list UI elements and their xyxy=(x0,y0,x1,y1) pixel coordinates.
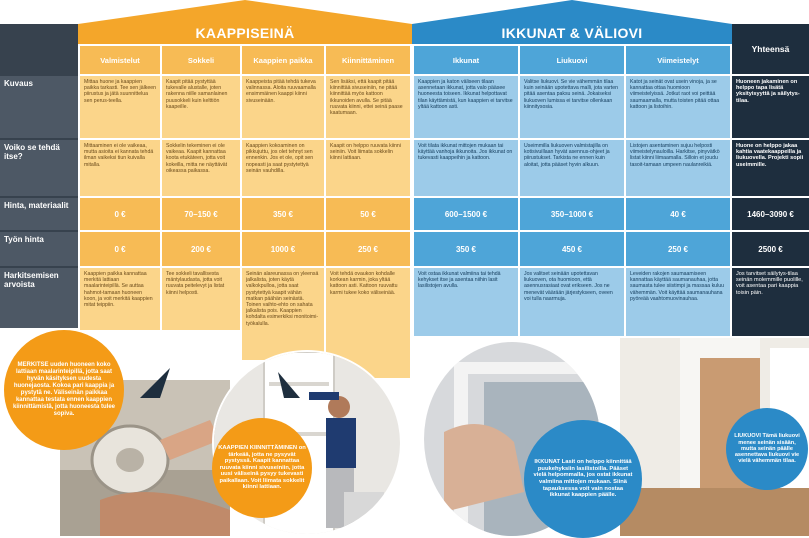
kaappien-callout xyxy=(212,418,312,518)
tyo-sokkeli: 200 € xyxy=(162,232,240,266)
voiko-yhteensa: Huone on helppo jakaa kahtia vaatekaappeilla ja liukuovella. Projekti sopii useimmille. xyxy=(732,140,809,196)
harkitse-kaappien-paikka: Seinän alareunassa on yleensä jalkalista, joten käytä valkokpulloa, jotta saat pystytettyä kaapit vähän matkan päähän seinästä. Toinen vaihto-ehto on sahata jalkalista pois. Kaappien kohdalta esimerkiksi monitoimi-työkalulla. xyxy=(242,268,324,360)
col-kaappien-paikka: Kaappien paikka xyxy=(242,46,324,74)
yhteensa-header: Yhteensä xyxy=(732,24,809,74)
kuvaus-kaappien-paikka: Kaappeista pitää tehdä tukeva valinnassa. Aloita ruuvaamalla ensimmäinen kaappi kiinni sivuseinään. xyxy=(242,76,324,138)
row-label-voiko: Voiko se tehdä itse? xyxy=(0,140,78,196)
harkitse-valmistelut: Kaappien paikka kannattaa merkitä lattiaan maalarinteipillä. Se auttaa hahmot-tamaan huoneen koon, ja voit merkitä kaappien mitat teippiin. xyxy=(80,268,160,330)
ikkunat-text: IKKUNAT Lasit on helppo kiinnittää puukehyksiin lasilistoilla. Pääset vielä helpommalla, jos ostat ikkunat valmiina mittojen mukaan. Siinä tapauksessa voit vain nostaa ikkunat kaappien päälle. xyxy=(533,459,633,499)
col-kiinnittaminen: Kiinnittäminen xyxy=(326,46,410,74)
kuvaus-valmistelut: Mittaa huone ja kaappien paikka tarkasti. Tee sen jälkeen piirustus ja jätä suunnittelua sen perus-teella. xyxy=(80,76,160,138)
tyo-kaappien-paikka: 1000 € xyxy=(242,232,324,266)
liukuovi-callout xyxy=(726,408,808,490)
kuvaus-viimeistelyt: Katot ja seinät ovat usein vinoja, ja se kannattaa ottaa huomioon viimeistelyissä. Jotkut raot voi peittää saumaamalla, mutta toisten pitää ottaa kattoon ja listoihin. xyxy=(626,76,730,138)
voiko-ikkunat: Voit tilata ikkunat mittojen mukaan tai käyttää vanhoja ikkunoita. Jos ikkunat on tukevasti kaappeihin ja kattoon. xyxy=(414,140,518,196)
harkitse-sokkeli: Tee sokkeli tavallisesta mäntylaudasta, jotta voit ruuvata peitelevyt ja listat kiinni helposti. xyxy=(162,268,240,330)
kaappien-pointer xyxy=(278,372,300,398)
merkitse-text: MERKITSE uuden huoneen koko lattiaan maalarinteipillä, jotta saat hyvän käsityksen uudesta huonejaosta. Kokoa pari kaappia ja pystytä ne. Väliseinän paikkaa kannattaa testata ennen kaappien kiinnittämistä, jotta huoneesta tulee sopiva. xyxy=(12,362,116,417)
row-label-kuvaus: Kuvaus xyxy=(0,76,78,138)
kuvaus-liukuovi: Valitse liukuovi. Se vie vähemmän tilaa kuin seinään upotettava malli, jota varten pitää asentaa paksu seinä. Jokaiseksi liukuoven lumissa ei tarvitse ollenkaan kiinnitysosia. xyxy=(520,76,624,138)
tyo-ikkunat: 350 € xyxy=(414,232,518,266)
voiko-valmistelut: Mittaaminen ei ole vaikeaa, mutta asioita ei kannata tehdä ilman vaikeksi tiun kuivalla mitalla. xyxy=(80,140,160,196)
row-label-hinta: Hinta, materiaalit xyxy=(0,198,78,230)
hinta-ikkunat: 600–1500 € xyxy=(414,198,518,230)
ikkunat-title: IKKUNAT & VÄLIOVI xyxy=(501,25,643,41)
col-viimeistelyt: Viimeistelyt xyxy=(626,46,730,74)
ikkunat-callout xyxy=(524,420,642,538)
kuvaus-kiinnittaminen: Sen lisäksi, että kaapit pitää kiinnittää sivuseiniin, ne pitää kiinnittää myös kattoon ikkunoiden avulla. Se pitää ruuvata kiinni, ettei seinä paase kaatumaan. xyxy=(326,76,410,138)
kuvaus-sokkeli: Kaapit pitää pystyttää tukevalle alustalle, joten rakenna niille samanlainen puusokkeli kuin kelttiön kaapeille. xyxy=(162,76,240,138)
kaappiseina-title: KAAPPISEINÄ xyxy=(195,25,295,41)
tyo-kiinnittaminen: 250 € xyxy=(326,232,410,266)
hinta-kiinnittaminen: 50 € xyxy=(326,198,410,230)
col-sokkeli: Sokkeli xyxy=(162,46,240,74)
voiko-kaappien-paikka: Kaappien kokoaminen on pikkujuttu, jos olet tehnyt sen ennenkin. Jos et ole, opit sen nopeasti ja saat pystytettyä seinän vauhdilla. xyxy=(242,140,324,196)
voiko-kiinnittaminen: Kaapit on helppo ruuvata kiinni seiniin. Voit liimata sokkelin kiinni lattiaan. xyxy=(326,140,410,196)
voiko-sokkeli: Sokkelin tekeminen ei ole vaikeaa. Kaapit kannattaa koota etukäteen, jotta voit kokeilla, mitta ne näyttävät oikeassa paikassa. xyxy=(162,140,240,196)
col-valmistelut: Valmistelut xyxy=(80,46,160,74)
voiko-liukuovi: Useimmilla liukuoven valmistajilla on kotisivuillaan hyvät asennus-ohjeet ja piirustukset. Tarkista ne ennen kuin aloitat, jotta pääset hyvin alkuun. xyxy=(520,140,624,196)
hinta-yhteensa: 1460–3090 € xyxy=(732,198,809,230)
kaappien-text: KAAPPIEN KIINNITTÄMINEN on tärkeää, jotta ne pysyvät pystyssä. Kaapit kannattaa ruuvata kiinni sivuseiniin, jotta uusi väliseinä pysyy tukevasti paikallaan. Voit liimata sokkelit kiinni lattiaan. xyxy=(218,445,306,491)
harkitse-kiinnittaminen: Voit tehdä ovaukon kohdalle korkean karmin, joka yltää kattoon asti. Kattoon ruuvattu karmi tukee koko väliseinää. xyxy=(326,268,410,378)
harkitse-ikkunat: Voit ostaa ikkunat valmiina tai tehdä kehykset itse ja asentaa niihin lasit lasilistojen avulla. xyxy=(414,268,518,336)
harkitse-viimeistelyt: Leveiden rakojen saumaamiseen kannattaa käyttää saumanauhaa, jotta saumasta tulee siistimpi ja massaa kuluu vähemmän. Voit käyttää saumanauhana pyöreää vaahtomuovinauhaa. xyxy=(626,268,730,336)
kuvaus-yhteensa: Huoneen jakaminen on helppo tapa lisätä yksityisyyttä ja säilytys-tilaa. xyxy=(732,76,809,138)
harkitse-liukuovi: Jos valitset seinään upotettavan liukuoven, ota huomioon, että asennusrasiaat ovat erikseen. Jos ne menevät väärään järjestykseen, oveen voi tulla naarmuja. xyxy=(520,268,624,336)
hinta-viimeistelyt: 40 € xyxy=(626,198,730,230)
merkitse-pointer xyxy=(140,368,170,398)
col-ikkunat: Ikkunat xyxy=(414,46,518,74)
liukuovi-text: LIUKUOVI Tämä liukuovi menee seinän sisään, mutta seinän päälle asennettava liukuovi vie vielä vähemmän tilaa. xyxy=(734,433,800,465)
tyo-valmistelut: 0 € xyxy=(80,232,160,266)
voiko-viimeistelyt: Listojen asentaminen sujuu helposti viimeistelynauloilla. Harkitse, pinyvätkö listat kiinni liimaamalla. Silloin et joudu tasoit-tamaan umpeen naulanreikiä. xyxy=(626,140,730,196)
row-label-harkitse: Harkitsemisen arvoista xyxy=(0,268,78,328)
col-liukuovi: Liukuovi xyxy=(520,46,624,74)
hinta-valmistelut: 0 € xyxy=(80,198,160,230)
hinta-sokkeli: 70–150 € xyxy=(162,198,240,230)
tyo-yhteensa: 2500 € xyxy=(732,232,809,266)
harkitse-yhteensa: Jos tarvitset säilytys-tilaa seinän molemmille puolille, voit asentaa pari kaappia toisin päin. xyxy=(732,268,809,336)
hinta-liukuovi: 350–1000 € xyxy=(520,198,624,230)
tyo-liukuovi: 450 € xyxy=(520,232,624,266)
hinta-kaappien-paikka: 350 € xyxy=(242,198,324,230)
row-label-tyon-hinta: Työn hinta xyxy=(0,232,78,266)
kuvaus-ikkunat: Kaappien ja katon väliseen tilaan asennetaan ikkunat, jotta valo pääsee huoneesta toiseen. Ikkunat helpottavat tilan käyttämistä, kun kaappien ei tarvitse yltää kattoon asti. xyxy=(414,76,518,138)
tyo-viimeistelyt: 250 € xyxy=(626,232,730,266)
merkitse-callout xyxy=(4,330,124,450)
